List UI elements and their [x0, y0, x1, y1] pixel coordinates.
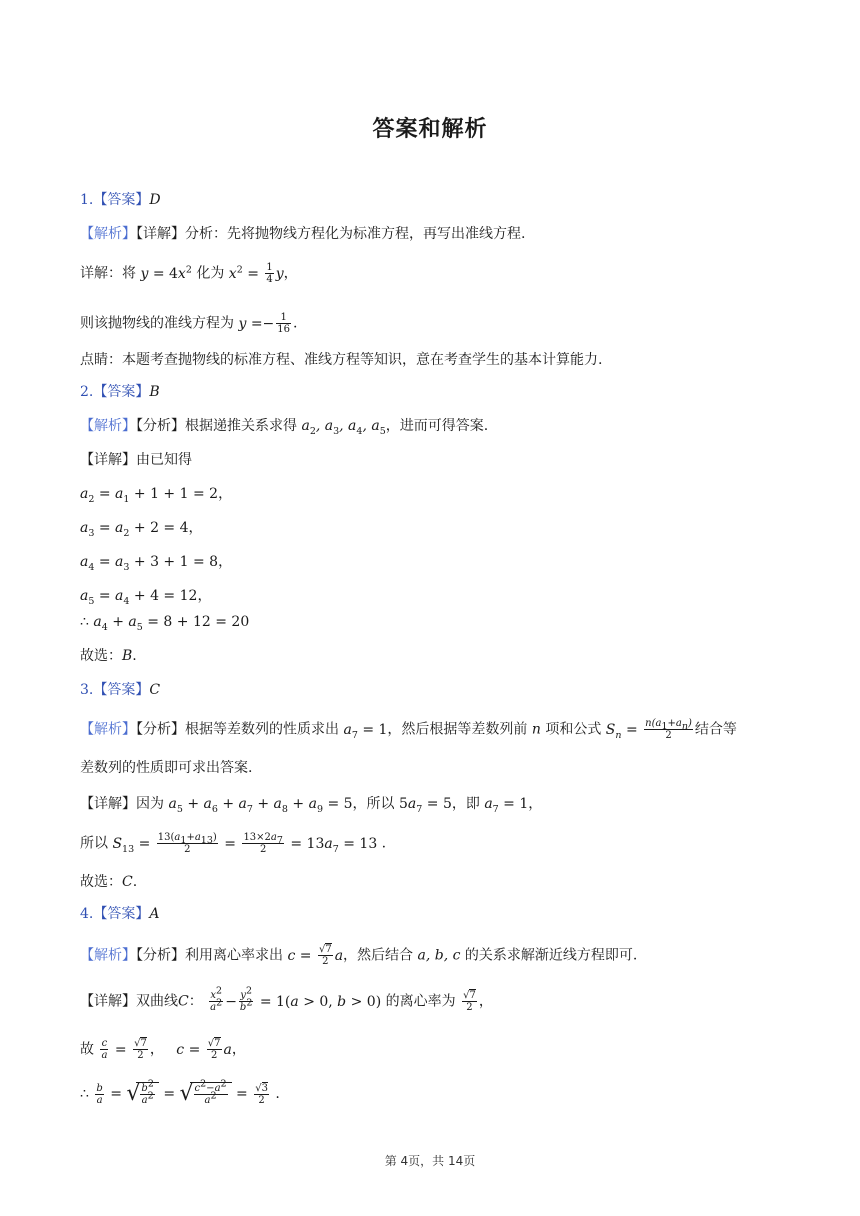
q2-answer-line: [80, 382, 160, 402]
q1-comment: 点睛：本题考查抛物线的标准方程、准线方程等知识，意在考查学生的基本计算能力.: [80, 352, 603, 368]
page-footer: 第 4页，共 14页: [384, 1154, 476, 1168]
answer-tag: 【答案】: [93, 682, 150, 698]
q2-analysis-suffix: ，进而可得答案.: [385, 418, 489, 434]
q3-analysis-cont: 差数列的性质即可求出答案.: [80, 760, 253, 776]
q2-eq3: $a_4 = a_3 + 3 + 1 = 8$，: [80, 554, 233, 573]
equation: a, b, c: [417, 947, 461, 964]
q4-analysis-c: 的关系求解渐近线方程即可.: [464, 947, 638, 964]
q2-eq4: $a_5 = a_4 + 4 = 12$，: [80, 588, 212, 607]
q1-detail-prefix: 详解：将: [80, 265, 136, 282]
q4-ratio-line: 故 $\frac{c}{a}$ = $\frac{√7}{2}$ ， c = $\frac{√7}{2}$ a，: [80, 1038, 246, 1061]
choice-label: 故选：: [80, 874, 122, 890]
equation: $\frac{√7}{2}$: [463, 990, 476, 1013]
detail-tag: 【详解】: [80, 796, 136, 812]
detail-tag: 【详解】: [80, 452, 136, 468]
q2-analysis-prefix: 根据递推关系求得: [185, 418, 297, 434]
q2-answer: B: [149, 384, 160, 400]
q4-analysis-a: 利用离心率求出: [185, 947, 283, 964]
q3-analysis-a: 根据等差数列的性质求出: [185, 721, 339, 738]
q4-analysis-line: [80, 944, 637, 967]
equation: $x^2$ = $\frac{1}{4}$ y: [228, 262, 284, 285]
equation: n: [531, 721, 541, 738]
q3-analysis-d: 结合等: [694, 721, 737, 738]
page-title: 答案和解析: [372, 117, 488, 142]
fenxi-tag: 【分析】: [136, 721, 185, 738]
analysis-tag: 【解析】: [80, 418, 136, 434]
q2-choice: 故选：B.: [80, 648, 137, 664]
detail-tag: 【详解】: [136, 226, 185, 242]
q3-choice: 故选：C.: [80, 874, 138, 890]
q4-analysis-b: ，然后结合: [343, 947, 414, 964]
q4-final-line: ∴ $\frac{b}{a}$ = √ $\frac{b^2}{a^2}$ = √ $\frac{c^2-a^2}{a^2}$ = $\frac{√3}{2}$ .: [80, 1078, 280, 1106]
q3-answer-line: [80, 680, 160, 700]
answer-tag: 【答案】: [93, 906, 150, 922]
equation: $\frac{c}{a}$ = $\frac{√7}{2}$: [101, 1038, 147, 1061]
equation: C: [178, 993, 189, 1010]
equation: $5a_7 = 5$: [398, 796, 452, 815]
q4-detail-b: 的离心率为: [385, 993, 456, 1010]
equation: $a_7 = 1$: [343, 721, 388, 741]
q1-answer-line: [80, 190, 161, 210]
q3-answer: C: [149, 682, 161, 698]
q3-analysis-line: [80, 718, 737, 741]
q3-detail-a: 因为: [136, 796, 164, 812]
q4-detail-line: 【详解】双曲线C： $\frac{x^2}{a^2}$ − $\frac{y^2}{b^2}$ = 1(a > 0, b > 0) 的离心率为 $\frac{√7}{2}$ ，: [80, 985, 493, 1013]
q3-sum-line: 所以 $S_{13}$ = $\frac{13(a_1+a_{13})}{2}$ = $\frac{13\times 2a_7}{2}$ = $13a_7 = 13$ .: [80, 832, 387, 855]
q3-detail-c: ，即: [451, 796, 480, 812]
q2-analysis-line: [80, 416, 488, 436]
q2-eq1: $a_2 = a_1 + 1 + 1 = 2$，: [80, 486, 233, 505]
q2-eq2: $a_3 = a_2 + 2 = 4$，: [80, 520, 203, 539]
q4-answer-line: [80, 904, 159, 924]
equation: $S_n$ = $\frac{n(a_1+a_n)}{2}$: [605, 718, 692, 741]
equation: $y = 4x^2$: [140, 263, 192, 282]
equation: y =− $\frac{1}{16}$: [238, 312, 291, 335]
equation: ∴ $\frac{b}{a}$ = √ $\frac{b^2}{a^2}$ = √ $\frac{c^2-a^2}{a^2}$ = $\frac{√3}{2}$: [80, 1078, 268, 1106]
q2-detail-line: [80, 450, 192, 470]
q3-so: 所以: [80, 835, 108, 852]
q2-detail: 由已知得: [136, 452, 192, 468]
equation: $a_7 = 1$: [484, 796, 529, 815]
q2-number: 2.: [80, 384, 94, 400]
analysis-tag: 【解析】: [80, 721, 136, 738]
equation: $a_2$, $a_3$, $a_4$, $a_5$: [301, 418, 386, 437]
q3-detail-b: ，所以: [352, 796, 395, 812]
q3-detail-line: 【详解】因为 $a_5 + a_6 + a_7 + a_8 + a_9 = 5$，所以 $5a_7 = 5$，即 $a_7 = 1$，: [80, 796, 543, 815]
q1-answer: D: [149, 192, 161, 208]
fenxi-tag: 【分析】: [136, 947, 185, 964]
q1-detail-mid: 化为: [196, 265, 225, 282]
analysis-tag: 【解析】: [80, 226, 136, 242]
equation: $\frac{x^2}{a^2}$ − $\frac{y^2}{b^2}$ = 1(a > 0, b > 0): [210, 985, 382, 1013]
detail-tag: 【详解】: [80, 993, 136, 1010]
q4-detail-a: 双曲线: [136, 993, 178, 1010]
q1-detail-line: 详解：将 $y = 4x^2$ 化为 $x^2$ = $\frac{1}{4}$ y，: [80, 262, 298, 285]
equation: c = $\frac{√7}{2}$ a: [176, 1038, 232, 1061]
equation: c = $\frac{√7}{2}$ a: [287, 944, 344, 967]
q1-number: 1.: [80, 192, 94, 208]
q4-answer: A: [149, 906, 160, 922]
answer-tag: 【答案】: [93, 192, 150, 208]
q3-analysis-b: ，然后根据等差数列前: [387, 721, 528, 738]
q1-intro: 分析：先将抛物线方程化为标准方程，再写出准线方程.: [185, 226, 526, 242]
choice-letter: B: [122, 648, 133, 664]
q4-so: 故: [80, 1041, 94, 1058]
q1-directrix-prefix: 则该抛物线的准线方程为: [80, 315, 234, 332]
q3-number: 3.: [80, 682, 94, 698]
choice-letter: C: [122, 874, 133, 890]
q2-eq5: ∴ $a_4 + a_5 = 8 + 12 = 20$: [80, 614, 250, 633]
choice-label: 故选：: [80, 648, 122, 664]
q1-directrix-line: 则该抛物线的准线方程为 y =− $\frac{1}{16}$ .: [80, 312, 298, 335]
equation: $S_{13}$ = $\frac{13(a_1+a_{13})}{2}$ = $\frac{13\times 2a_7}{2}$ = $13a_7 = 13$: [112, 832, 378, 855]
q4-number: 4.: [80, 906, 94, 922]
equation: $a_5 + a_6 + a_7 + a_8 + a_9 = 5$: [168, 796, 353, 815]
fenxi-tag: 【分析】: [136, 418, 185, 434]
answer-tag: 【答案】: [93, 384, 150, 400]
analysis-tag: 【解析】: [80, 947, 136, 964]
q1-analysis-line: [80, 224, 525, 244]
q3-analysis-c: 项和公式: [545, 721, 602, 738]
